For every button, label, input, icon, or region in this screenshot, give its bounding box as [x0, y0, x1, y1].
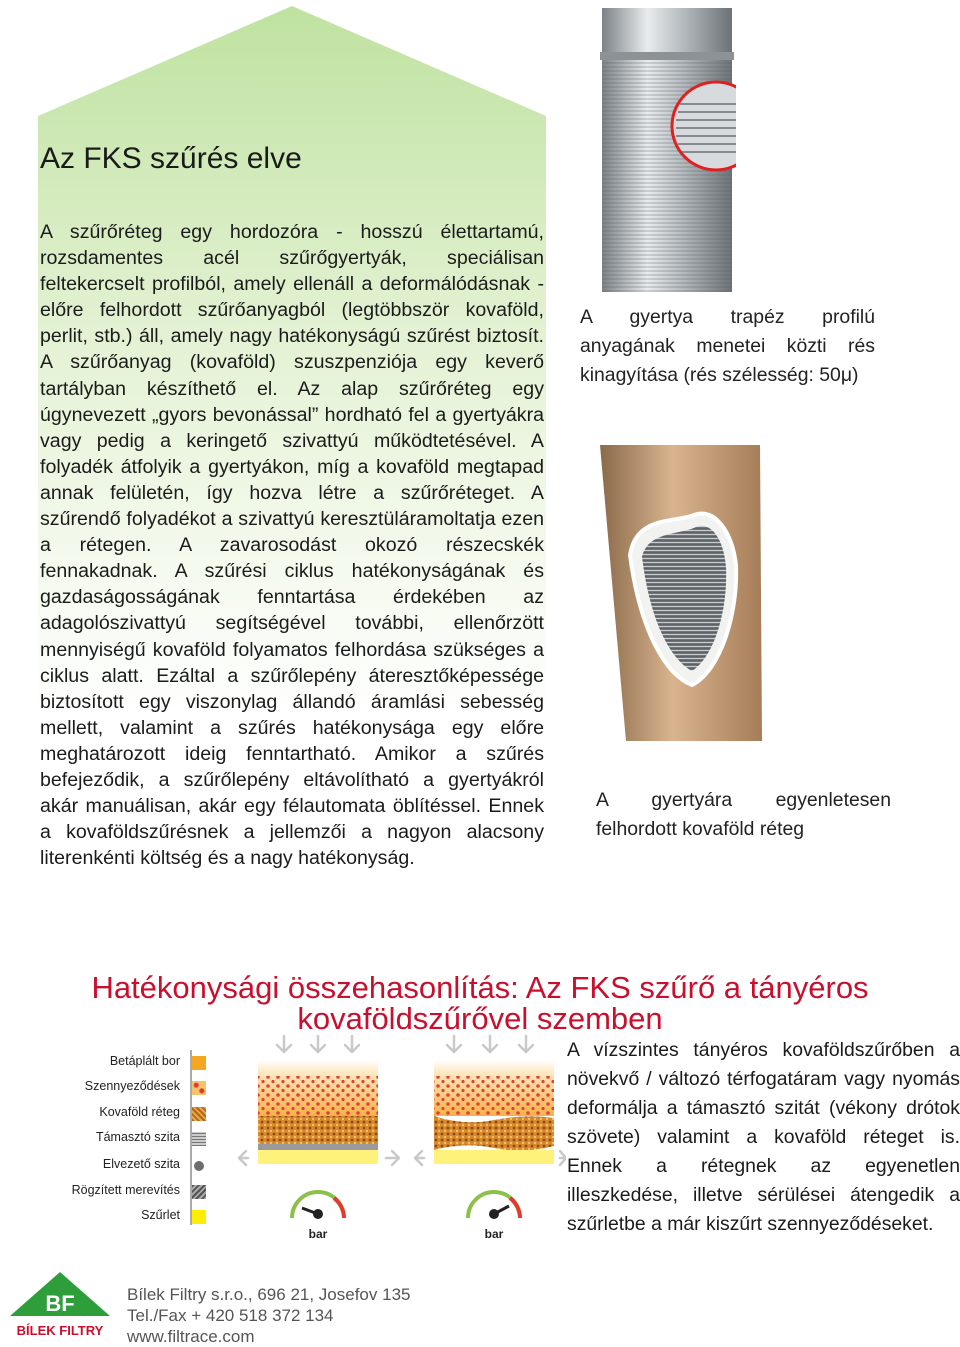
impurities-swatch-icon	[192, 1081, 206, 1095]
legend-divider	[190, 1050, 192, 1225]
legend-label: Rögzített merevítés	[71, 1183, 180, 1197]
legend-label: Szennyeződések	[84, 1079, 180, 1093]
caption-layer	[596, 786, 891, 844]
comparison-paragraph: A vízszintes tányéros kovaföldszűrőben a növekvő / változó térfogatáram vagy nyomás deformálja a támasztó szitát (vékony drótok szövete) valamint a kovaföld réteget is. Ennek a rétegnek az egyenetlen illeszkedése, illetve sérülései átengedik a szűrletbe a már kiszűrt szennyeződéseket.	[567, 1039, 960, 1235]
support-mesh-swatch-icon	[192, 1132, 206, 1146]
pressure-gauge-icon	[292, 1192, 344, 1219]
drain-mesh-swatch-icon	[194, 1161, 204, 1171]
legend-label: Elvezető szita	[102, 1157, 180, 1171]
plate-filter-panel	[434, 1060, 554, 1164]
body-paragraph: A szűrőréteg egy hordozóra - hosszú élettartamú, rozsdamentes acél szűrőgyertyák, speciálisan feltekercselt profilból, amely ellenáll a deformálódásnak - előre felhordott szűrőanyagból (legtöbbször kovaföld, perlit, stb.) áll, amely nagy hatékonyságú szűrést biztosít. A szűrőanyag (kovaföld) szuszpenziója egy keverő tartályban készíthető el. Az alap szűrőréteg egy úgynevezett „gyors bevonással” hordható fel a gyertyákra vagy pedig a keringető szivattyú működtetésével. A folyadék átfolyik a gyertyákon, míg a kovaföld megtapad annak felületén, így hozva létre a szűrőréteget. A szűrendő folyadékot a szivattyú keresztüláramoltatja ezen a rétegen. A zavarosodást okozó részecskék fennakadnak. A szűrési ciklus hatékonyságának és gazdaságosságának fenntartása érdekében az adagolószivattyú segítségével további, ellenőrzött mennyiségű kovaföld folyamatos felhordása szükséges a ciklus alatt. Ezáltal a szűrőlepény áteresztőképessége biztosított egy viszonylag állandó áramlási sebesség mellett, valamint a szűrés hatékonysága egy előre meghatározott ideig fenntartható. Amikor a szűrés befejeződik, a szűrőlepény eltávolítható a gyertyákról akár manuálisan, akár egy félautomata öblítéssel. Ennek a kovaföldszűrésnek a jellemzői a nagyon alacsony literenkénti költség és a nagy hatékonyság.	[40, 221, 544, 870]
caption-layer-line2: felhordott kovaföld réteg	[596, 818, 805, 840]
filter-cake-image	[596, 445, 766, 741]
fks-filter-panel	[258, 1060, 378, 1164]
comparison-diagram	[236, 1030, 566, 1250]
legend-label: Támasztó szita	[95, 1130, 180, 1144]
company-logo	[4, 1268, 116, 1343]
comparison-title: Hatékonysági összehasonlítás: Az FKS szűrő a tányéros kovaföldszűrővel szemben	[91, 970, 869, 1036]
legend-label: Szűrlet	[141, 1208, 180, 1222]
reinforcement-swatch-icon	[192, 1185, 206, 1199]
legend-label: Kovaföld réteg	[99, 1105, 180, 1119]
legend-label: Betáplált bor	[109, 1054, 180, 1068]
address-line: Bílek Filtry s.r.o., 696 21, Josefov 135	[127, 1285, 411, 1304]
filter-candle-image	[598, 6, 736, 292]
logo-initials: BF	[45, 1291, 75, 1316]
page-title: Az FKS szűrés elve	[40, 142, 302, 175]
caption-profile: A gyertya trapéz profilú anyagának menetei közti rés kinagyítása (rés szélesség: 50μ)	[580, 306, 875, 386]
gauge-unit-label: bar	[308, 1227, 328, 1241]
diatomite-swatch-icon	[192, 1107, 206, 1121]
logo-name: BÍLEK FILTRY	[16, 1323, 104, 1338]
phone-line: Tel./Fax + 420 518 372 134	[127, 1306, 334, 1325]
address-block	[127, 1284, 410, 1347]
pressure-gauge-icon	[468, 1192, 520, 1219]
wine-swatch-icon	[192, 1056, 206, 1070]
filtrate-swatch-icon	[192, 1210, 206, 1224]
website-link[interactable]: www.filtrace.com	[127, 1327, 255, 1346]
caption-layer-line1: A gyertyára egyenletesen	[596, 789, 891, 811]
gauge-unit-label: bar	[484, 1227, 504, 1241]
